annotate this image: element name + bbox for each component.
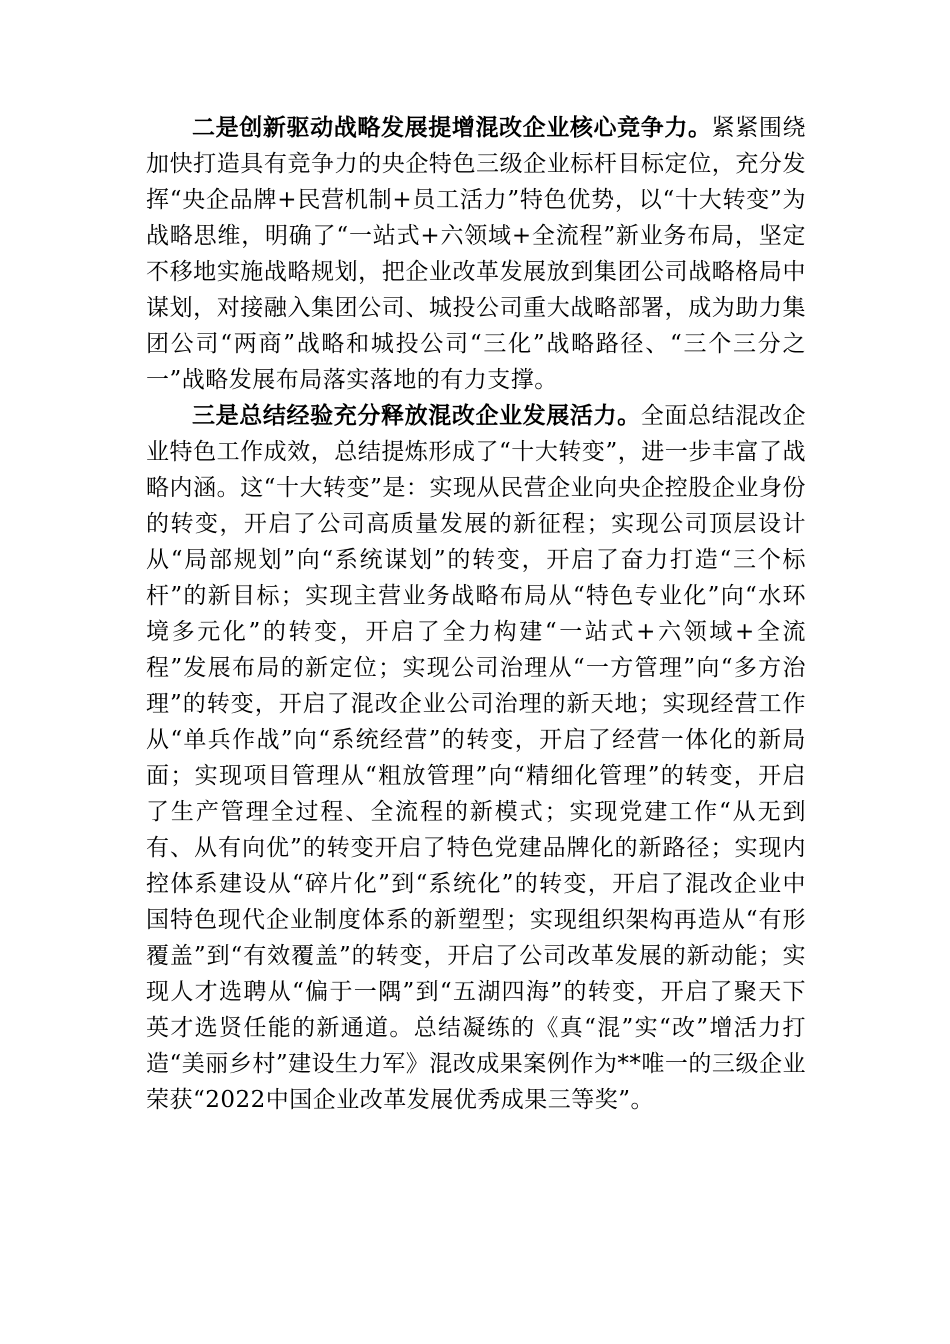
paragraph-lead-heading: 二是创新驱动战略发展提增混改企业核心竞争力。 xyxy=(192,114,712,141)
paragraph-experience xyxy=(146,398,806,1118)
paragraph-strategy xyxy=(146,110,806,398)
document-page xyxy=(146,110,806,1118)
paragraph-body-text: 全面总结混改企业特色工作成效，总结提炼形成了“十大转变”，进一步丰富了战略内涵。这“十大转变”是：实现从民营企业向央企控股企业身份的转变，开启了公司高质量发展的新征程；实现公司顶层设计从“局部规划”向“系统谋划”的转变，开启了奋力打造“三个标杆”的新目标；实现主营业务战略布局从“特色专业化”向“水环境多元化”的转变，开启了全力构建“一站式+六领域+全流程”发展布局的新定位；实现公司治理从“一方管理”向“多方治理”的转变，开启了混改企业公司治理的新天地；实现经营工作从“单兵作战”向“系统经营”的转变，开启了经营一体化的新局面；实现项目管理从“粗放管理”向“精细化管理”的转变，开启了生产管理全过程、全流程的新模式；实现党建工作“从无到有、从有向优”的转变开启了特色党建品牌化的新路径；实现内控体系建设从“碎片化”到“系统化”的转变，开启了混改企业中国特色现代企业制度体系的新塑型；实现组织架构再造从“有形覆盖”到“有效覆盖”的转变，开启了公司改革发展的新动能；实现人才选聘从“偏于一隅”到“五湖四海”的转变，开启了聚天下英才选贤任能的新通道。总结凝练的《真“混”实“改”增活力打造“美丽乡村”建设生力军》混改成果案例作为**唯一的三级企业荣获“2022中国企业改革发展优秀成果三等奖”。 xyxy=(146,403,807,1113)
paragraph-lead-heading: 三是总结经验充分释放混改企业发展活力。 xyxy=(192,402,641,429)
paragraph-body-text: 紧紧围绕加快打造具有竞争力的央企特色三级企业标杆目标定位，充分发挥“央企品牌+民营机制+员工活力”特色优势，以“十大转变”为战略思维，明确了“一站式+六领域+全流程”新业务布局，坚定不移地实施战略规划，把企业改革发展放到集团公司战略格局中谋划，对接融入集团公司、城投公司重大战略部署，成为助力集团公司“两商”战略和城投公司“三化”战略路径、“三个三分之一”战略发展布局落实落地的有力支撑。 xyxy=(146,115,807,393)
